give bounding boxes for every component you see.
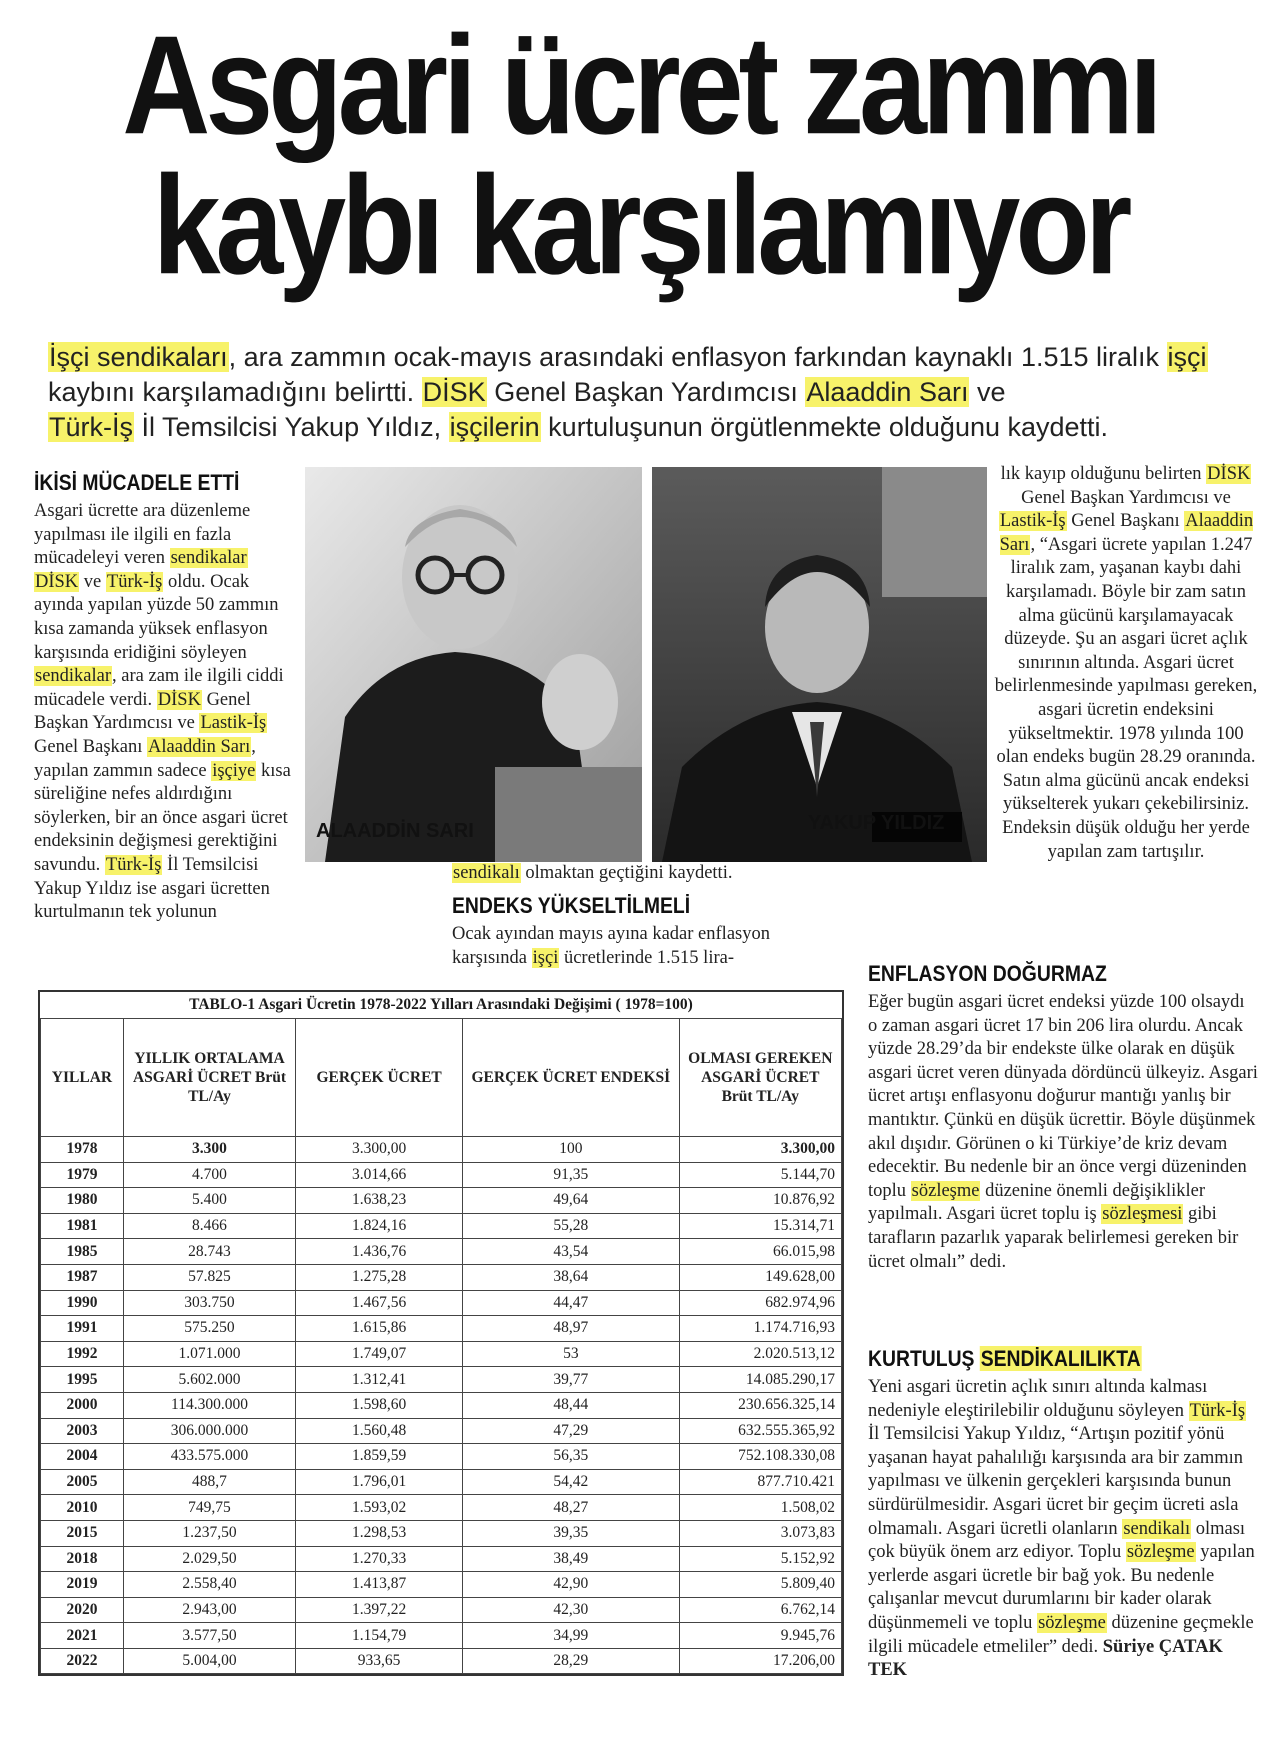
- cell-real-index: 53: [463, 1341, 679, 1367]
- cell-real-wage: 1.467,56: [296, 1290, 463, 1316]
- lead-text: Genel Başkan Yardımcısı: [486, 377, 806, 407]
- cell-real-index: 39,77: [463, 1367, 679, 1393]
- highlight: işçi: [532, 947, 559, 968]
- cell-year: 2021: [41, 1623, 124, 1649]
- cell-real-index: 56,35: [463, 1444, 679, 1470]
- cell-required-wage: 9.945,76: [679, 1623, 841, 1649]
- cell-required-wage: 5.144,70: [679, 1162, 841, 1188]
- table-row: [41, 1162, 842, 1188]
- cell-nominal-wage: 2.558,40: [123, 1572, 295, 1598]
- cell-real-index: 55,28: [463, 1213, 679, 1239]
- caption-alaaddin-sari: ALAADDİN SARI: [316, 820, 474, 842]
- highlight: DİSK: [35, 571, 79, 592]
- body-text: olmaktan geçtiğini kaydetti.: [520, 863, 733, 883]
- cell-year: 1992: [41, 1341, 124, 1367]
- table-row: [41, 1623, 842, 1649]
- right-column-text-top: [994, 463, 1258, 864]
- highlight: DİSK: [422, 377, 486, 407]
- body-text: oldu. Ocak ayında yapılan yüzde 50 zammın kısa zamanda yüksek enflasyon karşısında eridiğini söyleyen: [34, 571, 279, 663]
- cell-nominal-wage: 749,75: [123, 1495, 295, 1521]
- table-row: [41, 1597, 842, 1623]
- body-text: , ara zam ile ilgili ciddi mücadele verdi.: [34, 666, 284, 710]
- table-header-row: [41, 1019, 842, 1137]
- table-row: [41, 1572, 842, 1598]
- cell-required-wage: 5.152,92: [679, 1546, 841, 1572]
- cell-real-index: 42,90: [463, 1572, 679, 1598]
- col-header: GERÇEK ÜCRET: [296, 1019, 463, 1137]
- cell-real-index: 39,35: [463, 1520, 679, 1546]
- highlight: DİSK: [1207, 464, 1251, 484]
- cell-year: 1980: [41, 1188, 124, 1214]
- cell-real-wage: 1.638,23: [296, 1188, 463, 1214]
- cell-real-index: 28,29: [463, 1648, 679, 1674]
- section-heading-enflasyon: ENFLASYON DOĞURMAZ: [868, 961, 1107, 986]
- section-heading-ikisi: İKİSİ MÜCADELE ETTİ: [34, 470, 240, 495]
- cell-real-wage: 1.598,60: [296, 1392, 463, 1418]
- cell-nominal-wage: 57.825: [123, 1264, 295, 1290]
- cell-nominal-wage: 303.750: [123, 1290, 295, 1316]
- section-heading-endeks: ENDEKS YÜKSELTİLMELİ: [452, 893, 691, 918]
- cell-required-wage: 6.762,14: [679, 1597, 841, 1623]
- cell-nominal-wage: 488,7: [123, 1469, 295, 1495]
- cell-real-wage: 1.397,22: [296, 1597, 463, 1623]
- body-text: Ocak ayından mayıs ayına kadar enflasyon karşısında: [452, 924, 770, 968]
- cell-real-wage: 1.270,33: [296, 1546, 463, 1572]
- table-body: [41, 1137, 842, 1674]
- cell-real-wage: 1.824,16: [296, 1213, 463, 1239]
- cell-year: 1985: [41, 1239, 124, 1265]
- cell-real-index: 48,27: [463, 1495, 679, 1521]
- body-text: düzenine önemli değişiklikler yapılmalı. Asgari ücret toplu iş: [868, 1180, 1205, 1225]
- table-row: [41, 1213, 842, 1239]
- cell-year: 2019: [41, 1572, 124, 1598]
- lead-text: , ara zammın ocak-mayıs arasındaki enflasyon farkından kaynaklı 1.515 liralık: [228, 342, 1167, 372]
- cell-required-wage: 632.555.365,92: [679, 1418, 841, 1444]
- cell-real-wage: 3.014,66: [296, 1162, 463, 1188]
- cell-nominal-wage: 114.300.000: [123, 1392, 295, 1418]
- cell-year: 2004: [41, 1444, 124, 1470]
- cell-required-wage: 877.710.421: [679, 1469, 841, 1495]
- cell-real-wage: 1.593,02: [296, 1495, 463, 1521]
- right-column-text-bottom: [868, 1376, 1258, 1683]
- cell-year: 1981: [41, 1213, 124, 1239]
- cell-year: 1987: [41, 1264, 124, 1290]
- cell-required-wage: 15.314,71: [679, 1213, 841, 1239]
- table-row: [41, 1469, 842, 1495]
- highlight: Alaaddin Sarı: [999, 511, 1254, 555]
- cell-real-index: 44,47: [463, 1290, 679, 1316]
- headline-line-1: Asgari ücret zammı: [122, 6, 1158, 164]
- col-header: YILLIK ORTALAMA ASGARİ ÜCRET Brüt TL/Ay: [123, 1019, 295, 1137]
- highlight: sendikalı: [1123, 1518, 1191, 1539]
- cell-required-wage: 3.073,83: [679, 1520, 841, 1546]
- highlight: Alaaddin Sarı: [148, 736, 251, 757]
- cell-real-index: 38,49: [463, 1546, 679, 1572]
- table-row: [41, 1392, 842, 1418]
- body-text: düzenine geçmekle ilgili mücadele etmeliler” dedi.: [868, 1612, 1254, 1657]
- cell-real-index: 100: [463, 1137, 679, 1163]
- cell-real-wage: 1.312,41: [296, 1367, 463, 1393]
- highlight: sözleşme: [1126, 1542, 1195, 1563]
- portrait-illustration: [305, 467, 642, 862]
- cell-real-wage: 933,65: [296, 1648, 463, 1674]
- cell-real-wage: 1.154,79: [296, 1623, 463, 1649]
- body-text: , yapılan zammın sadece: [34, 736, 256, 781]
- table-row: [41, 1316, 842, 1342]
- cell-real-index: 91,35: [463, 1162, 679, 1188]
- cell-real-index: 43,54: [463, 1239, 679, 1265]
- highlight: Türk-İş: [1189, 1400, 1246, 1421]
- cell-nominal-wage: 5.400: [123, 1188, 295, 1214]
- table-row: [41, 1341, 842, 1367]
- table-title: TABLO-1 Asgari Ücretin 1978-2022 Yılları Arasındaki Değişimi ( 1978=100): [189, 996, 693, 1013]
- cell-real-wage: 1.749,07: [296, 1341, 463, 1367]
- cell-real-index: 49,64: [463, 1188, 679, 1214]
- cell-required-wage: 682.974,96: [679, 1290, 841, 1316]
- cell-real-index: 48,97: [463, 1316, 679, 1342]
- table-row: [41, 1188, 842, 1214]
- highlight: sendikalı: [453, 863, 520, 883]
- table-row: [41, 1648, 842, 1674]
- highlight: Türk-İş: [49, 412, 133, 442]
- cell-nominal-wage: 28.743: [123, 1239, 295, 1265]
- cell-year: 1990: [41, 1290, 124, 1316]
- highlight: Alaaddin Sarı: [806, 377, 969, 407]
- highlight: işçi: [1167, 342, 1207, 372]
- portrait-illustration: [652, 467, 987, 862]
- cell-real-index: 38,64: [463, 1264, 679, 1290]
- highlight: SENDİKALILIKTA: [980, 1346, 1141, 1371]
- body-text: Genel Başkanı: [34, 736, 148, 757]
- body-text: , “Asgari ücrete yapılan 1.247 liralık zam, yaşanan kaybı dahi karşılamadı. Böyle bir zam satın alma gücünü karşılamayacak düzeyde. Şu an asgari ücret açlık sınırının altında. Asgari ücret belirlenmesinde yapılması gereken, asgari ücretin endeksini yükseltmektir. 1978 yılında 100 olan endeks bugün 28.29 oranında. Satın alma gücünü ancak endeksi yükselterek yukarı çekebilirsiniz. Endeksin düşük olduğu her yerde yapılan zam tartışılır.: [994, 534, 1258, 862]
- cell-required-wage: 230.656.325,14: [679, 1392, 841, 1418]
- highlight: sözleşmesi: [1102, 1204, 1183, 1225]
- middle-continuation: [452, 862, 842, 886]
- col-header: OLMASI GEREKEN ASGARİ ÜCRET Brüt TL/Ay: [679, 1019, 841, 1137]
- left-column-text: [34, 500, 292, 925]
- cell-nominal-wage: 575.250: [123, 1316, 295, 1342]
- cell-real-wage: 1.560,48: [296, 1418, 463, 1444]
- cell-nominal-wage: 5.004,00: [123, 1648, 295, 1674]
- cell-year: 2005: [41, 1469, 124, 1495]
- caption-yakup-yildiz: YAKUP YILDIZ: [808, 812, 945, 834]
- table-row: [41, 1367, 842, 1393]
- cell-required-wage: 3.300,00: [679, 1137, 841, 1163]
- cell-real-index: 47,29: [463, 1418, 679, 1444]
- body-text: yapılan yerlerde asgari ücretle bir bağ yok. Bu nedenle çalışanlar mevcut durumlarını bir kader olarak düşünmemeli ve toplu: [868, 1542, 1255, 1633]
- cell-real-index: 42,30: [463, 1597, 679, 1623]
- table-row: [41, 1418, 842, 1444]
- cell-year: 2018: [41, 1546, 124, 1572]
- cell-year: 2022: [41, 1648, 124, 1674]
- highlight: Lastik-İş: [999, 511, 1066, 532]
- heading-text: KURTULUŞ: [868, 1346, 980, 1371]
- data-table: [40, 1018, 842, 1674]
- cell-year: 1979: [41, 1162, 124, 1188]
- cell-real-wage: 1.436,76: [296, 1239, 463, 1265]
- table-row: [41, 1546, 842, 1572]
- cell-nominal-wage: 2.029,50: [123, 1546, 295, 1572]
- body-text: Genel Başkan Yardımcısı ve: [34, 689, 251, 734]
- cell-required-wage: 1.508,02: [679, 1495, 841, 1521]
- table-row: [41, 1520, 842, 1546]
- body-text: Eğer bugün asgari ücret endeksi yüzde 100 olsaydı o zaman asgari ücret 17 bin 206 lira olurdu. Ancak yüzde 28.29’da bir endekste ülke olarak en düşük asgari ücret veren dünyada dördüncü ülkeyiz. Asgari ücret artışı enflasyonu doğurur mantığı yanlış bir mantıktır. Çünkü en düşük ücrettir. Böyle düşünmek akıl dışıdır. Görünen o ki Türkiye’de kriz devam edecektir. Bu nedenle bir an önce vergi düzeninden toplu: [868, 992, 1258, 1201]
- body-text: İl Temsilcisi Yakup Yıldız, “Artışın pozitif yönü yaşanan hayat pahalılığı karşısında ara bir zammın yapılması ve ülkenin gerçekleri karşısında bunun sürdürülmesidir. Asgari ücret bir geçim ücreti asla olmamalı. Asgari ücretli olanların: [868, 1424, 1244, 1539]
- cell-nominal-wage: 306.000.000: [123, 1418, 295, 1444]
- highlight: sendikalar: [35, 666, 112, 687]
- headline-line-2: kaybı karşılamıyor: [152, 146, 1128, 304]
- body-text: Asgari ücrette ara düzenleme yapılması ile ilgili en fazla mücadeleyi veren: [34, 501, 251, 569]
- highlight: işçiye: [212, 760, 256, 781]
- body-text: İl Temsilcisi Yakup Yıldız ise asgari ücretten kurtulmanın tek yolunun: [34, 854, 270, 923]
- body-text: lık kayıp olduğunu belirten: [1000, 464, 1207, 484]
- cell-nominal-wage: 3.577,50: [123, 1623, 295, 1649]
- cell-year: 2003: [41, 1418, 124, 1444]
- highlight: DİSK: [157, 689, 201, 710]
- table-row: [41, 1264, 842, 1290]
- body-text: gibi tarafların pazarlık yaparak belirlemesi gereken bir ücret olmalı” dedi.: [868, 1204, 1239, 1272]
- table-row: [41, 1290, 842, 1316]
- table-row: [41, 1444, 842, 1470]
- col-header: YILLAR: [41, 1019, 124, 1137]
- cell-nominal-wage: 5.602.000: [123, 1367, 295, 1393]
- body-text: Genel Başkan Yardımcısı ve: [1021, 487, 1231, 508]
- highlight: sözleşme: [1038, 1612, 1106, 1633]
- cell-required-wage: 14.085.290,17: [679, 1367, 841, 1393]
- highlight: işçilerin: [449, 412, 540, 442]
- cell-required-wage: 10.876,92: [679, 1188, 841, 1214]
- cell-nominal-wage: 1.237,50: [123, 1520, 295, 1546]
- table-row: [41, 1239, 842, 1265]
- cell-real-wage: 1.275,28: [296, 1264, 463, 1290]
- highlight: sözleşme: [911, 1180, 980, 1201]
- cell-nominal-wage: 1.071.000: [123, 1341, 295, 1367]
- cell-year: 2015: [41, 1520, 124, 1546]
- cell-required-wage: 2.020.513,12: [679, 1341, 841, 1367]
- cell-real-wage: 3.300,00: [296, 1137, 463, 1163]
- data-table-box: [38, 990, 844, 1676]
- lead-text: kurtuluşunun örgütlenmekte olduğunu kaydetti.: [540, 412, 1109, 442]
- lead-text: İl Temsilcisi Yakup Yıldız,: [134, 412, 449, 442]
- cell-year: 1978: [41, 1137, 124, 1163]
- cell-real-wage: 1.615,86: [296, 1316, 463, 1342]
- highlight: sendikalar: [170, 548, 247, 569]
- lead-text: kaybını karşılamadığını belirtti.: [48, 377, 422, 407]
- photo-alaaddin-sari: [305, 467, 642, 862]
- table-row: [41, 1137, 842, 1163]
- lead-paragraph: [48, 340, 1228, 445]
- cell-nominal-wage: 433.575.000: [123, 1444, 295, 1470]
- body-text: olması çok büyük önem arz ediyor. Toplu: [868, 1518, 1246, 1563]
- cell-required-wage: 66.015,98: [679, 1239, 841, 1265]
- table-row: [41, 1495, 842, 1521]
- cell-required-wage: 752.108.330,08: [679, 1444, 841, 1470]
- cell-real-wage: 1.796,01: [296, 1469, 463, 1495]
- highlight: Lastik-İş: [200, 713, 267, 734]
- cell-real-wage: 1.413,87: [296, 1572, 463, 1598]
- cell-required-wage: 5.809,40: [679, 1572, 841, 1598]
- cell-real-index: 34,99: [463, 1623, 679, 1649]
- cell-nominal-wage: 8.466: [123, 1213, 295, 1239]
- cell-year: 2020: [41, 1597, 124, 1623]
- cell-year: 1991: [41, 1316, 124, 1342]
- body-text: Yeni asgari ücretin açlık sınırı altında kalması nedeniyle eleştirilebilir olduğunu söyleyen: [868, 1377, 1208, 1421]
- cell-nominal-wage: 2.943,00: [123, 1597, 295, 1623]
- cell-year: 2010: [41, 1495, 124, 1521]
- byline: Süriye ÇATAK TEK: [868, 1636, 1223, 1681]
- highlight: Türk-İş: [106, 571, 163, 592]
- cell-nominal-wage: 4.700: [123, 1162, 295, 1188]
- cell-real-wage: 1.298,53: [296, 1520, 463, 1546]
- right-column-text-mid: [868, 991, 1258, 1274]
- cell-nominal-wage: 3.300: [123, 1137, 295, 1163]
- middle-column-text: [452, 923, 842, 970]
- body-text: kısa süreliğine nefes aldırdığını söylerken, bir an önce asgari ücret endeksinin değişmesi gerektiğini savundu.: [34, 760, 291, 875]
- body-text: ve: [79, 571, 106, 592]
- cell-real-wage: 1.859,59: [296, 1444, 463, 1470]
- highlight: Türk-İş: [105, 854, 162, 875]
- cell-real-index: 54,42: [463, 1469, 679, 1495]
- cell-year: 1995: [41, 1367, 124, 1393]
- cell-real-index: 48,44: [463, 1392, 679, 1418]
- cell-year: 2000: [41, 1392, 124, 1418]
- cell-required-wage: 17.206,00: [679, 1648, 841, 1674]
- section-heading-kurtulus: [868, 1346, 1142, 1372]
- highlight: İşçi sendikaları: [49, 342, 228, 372]
- cell-required-wage: 1.174.716,93: [679, 1316, 841, 1342]
- body-text: ücretlerinde 1.515 lira-: [559, 947, 734, 968]
- photo-yakup-yildiz: [652, 467, 987, 862]
- body-text: Genel Başkanı: [1066, 511, 1185, 532]
- lead-text: ve: [969, 377, 1006, 407]
- cell-required-wage: 149.628,00: [679, 1264, 841, 1290]
- col-header: GERÇEK ÜCRET ENDEKSİ: [463, 1019, 679, 1137]
